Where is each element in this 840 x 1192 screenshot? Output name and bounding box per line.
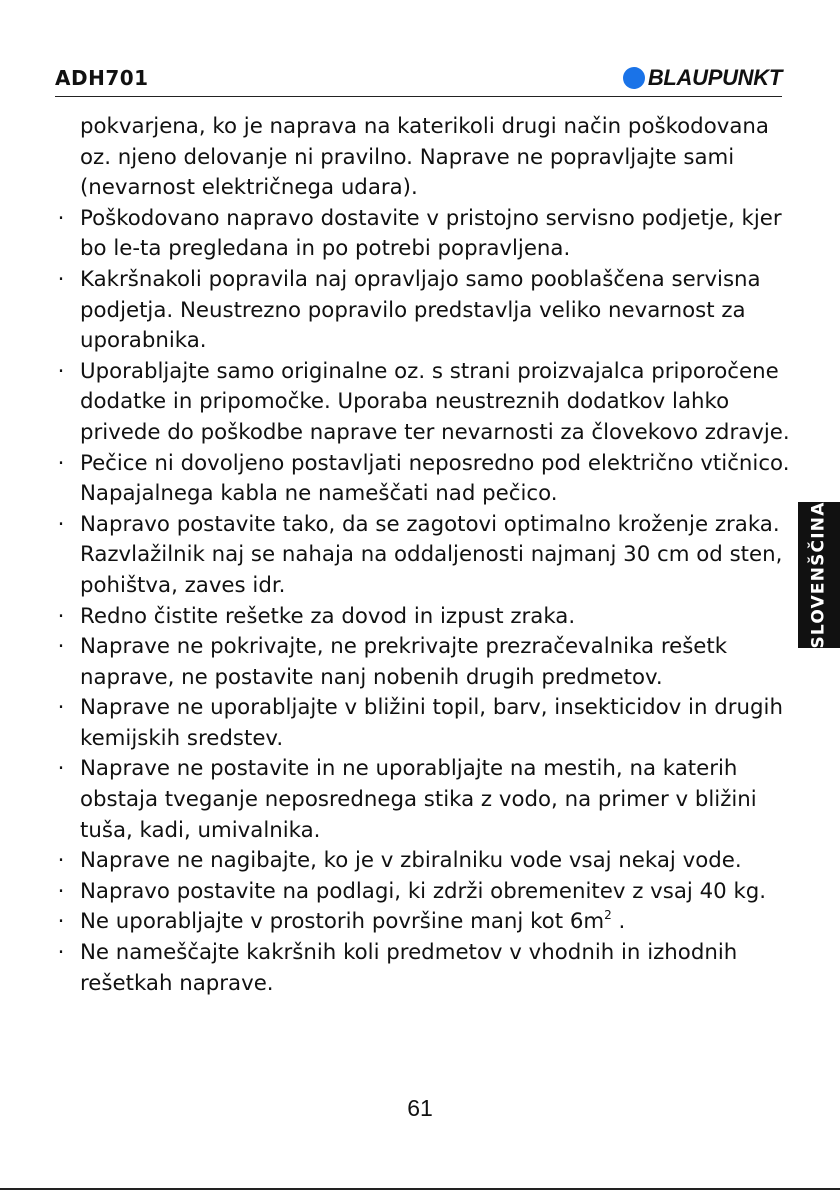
bullet-icon: · (57, 878, 65, 904)
list-item-text: Napravo postavite tako, da se zagotovi optimalno kroženje zraka. Razvlažilnik naj se nahaja na oddaljenosti najmanj 30 cm od sten, pohištva, zaves idr. (80, 511, 783, 598)
language-tab-label: SLOVENŠČINA (809, 501, 829, 649)
bullet-icon: · (57, 909, 65, 935)
list-item (57, 602, 790, 633)
bullet-icon: · (57, 450, 65, 476)
safety-instructions (57, 112, 790, 999)
list-item-text: Naprave ne uporabljajte v bližini topil, barv, insekticidov in drugih kemijskih sredstev. (80, 695, 783, 751)
list-item (57, 877, 790, 908)
list-item (57, 357, 790, 449)
list-item-text: Naprave ne postavite in ne uporabljajte na mestih, na katerih obstaja tveganje neposrednega stika z vodo, na primer v bližini tuša, kadi, umivalnika. (80, 756, 757, 843)
list-item-text: Naprave ne nagibajte, ko je v zbiralniku vode vsaj nekaj vode. (80, 848, 742, 874)
intro-paragraph: pokvarjena, ko je naprava na katerikoli drugi način poškodovana oz. njeno delovanje ni pravilno. Naprave ne popravljajte sami (nevarnost električnega udara). (80, 114, 769, 201)
page-number: 61 (407, 1095, 433, 1121)
list-item-text: Uporabljajte samo originalne oz. s strani proizvajalca priporočene dodatke in pripomočke. Uporaba neustreznih dodatkov lahko privede do poškodbe naprave ter nevarnosti za človekovo zdravje. (80, 358, 790, 445)
model-number: ADH701 (55, 66, 149, 90)
bullet-icon: · (57, 205, 65, 231)
area-item-suffix: . (611, 909, 626, 935)
bullet-icon: · (57, 511, 65, 537)
area-item-text: Ne uporabljajte v prostorih površine manj kot 6m (80, 909, 605, 935)
area-superscript: 2 (604, 908, 612, 923)
list-item-text: Redno čistite rešetke za dovod in izpust zraka. (80, 603, 576, 629)
list-item (57, 449, 790, 510)
list-item (57, 510, 790, 602)
bullet-icon: · (57, 266, 65, 292)
bullet-icon: · (57, 940, 65, 966)
bullet-icon: · (57, 695, 65, 721)
bullet-icon: · (57, 848, 65, 874)
list-item-text: Poškodovano napravo dostavite v pristojno servisno podjetje, kjer bo le-ta pregledana in po potrebi popravljena. (80, 205, 782, 262)
last-item-text: Ne nameščajte kakršnih koli predmetov v vhodnih in izhodnih rešetkah naprave. (80, 940, 738, 996)
list-item-text: Naprave ne pokrivajte, ne prekrivajte prezračevalnika rešetk naprave, ne postavite nanj nobenih drugih predmetov. (80, 634, 728, 690)
bullet-list (57, 204, 790, 908)
list-item-text: Napravo postavite na podlagi, ki zdrži obremenitev z vsaj 40 kg. (80, 878, 767, 904)
bullet-icon: · (57, 603, 65, 629)
language-tab (798, 502, 840, 648)
list-item-room-area (57, 907, 790, 938)
list-item (57, 754, 790, 846)
bullet-icon: · (57, 756, 65, 782)
list-item (57, 846, 790, 877)
bottom-divider (0, 1188, 840, 1190)
brand-dot-icon (623, 67, 645, 89)
list-item (57, 265, 790, 357)
brand-logo (623, 65, 782, 91)
list-item (57, 632, 790, 693)
page-header (55, 62, 782, 97)
brand-name: BLAUPUNKT (647, 65, 782, 90)
bullet-icon: · (57, 358, 65, 384)
list-item-last (57, 938, 790, 999)
list-item (57, 204, 790, 265)
list-item (57, 693, 790, 754)
bullet-icon: · (57, 634, 65, 660)
list-item-text: Kakršnakoli popravila naj opravljajo samo pooblaščena servisna podjetja. Neustrezno popravilo predstavlja veliko nevarnost za uporabnika. (80, 266, 761, 354)
list-item-text: Pečice ni dovoljeno postavljati neposredno pod električno vtičnico. Napajalnega kabla ne nameščati nad pečico. (80, 450, 790, 507)
